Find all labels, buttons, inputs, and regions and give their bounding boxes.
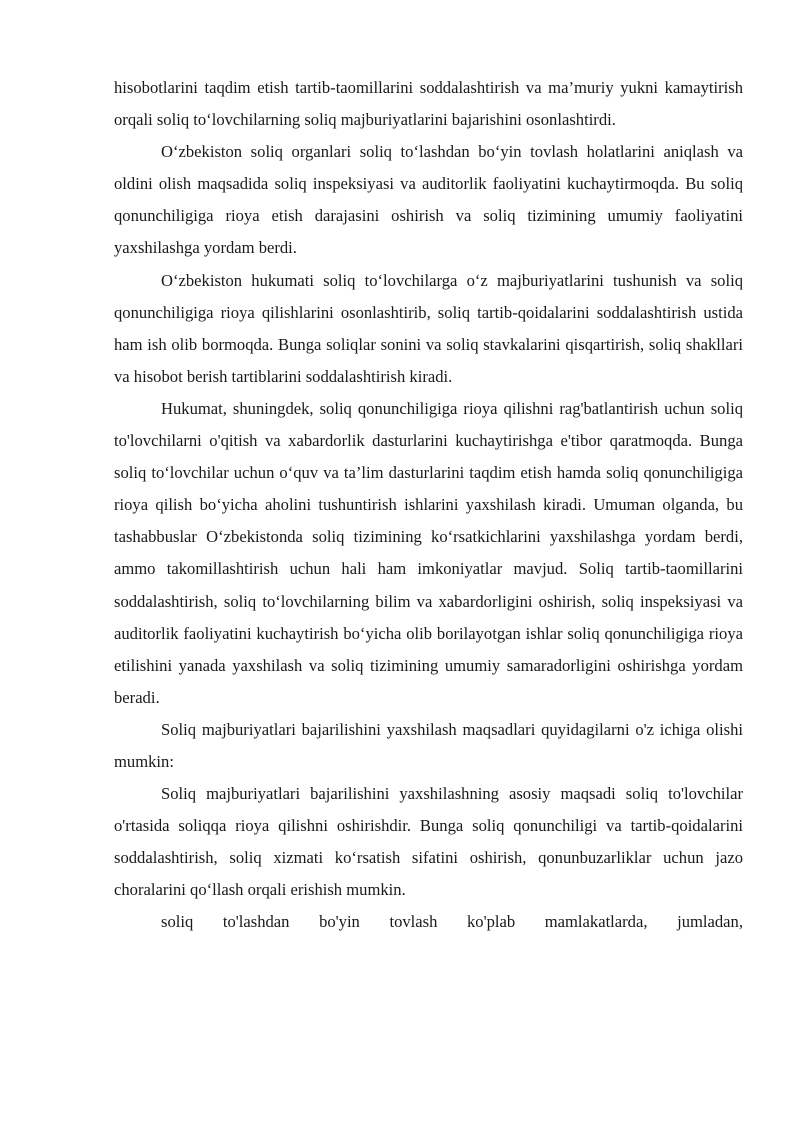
paragraph: O‘zbekiston hukumati soliq to‘lovchilarga o‘z majburiyatlarini tushunish va soliq qonunchiligiga rioya qilishlarini osonlashtirib, soliq tartib-qoidalarini soddalashtirish ustida ham ish olib bormoqda. Bunga soliqlar sonini va soliq stavkalarini qisqartirish, soliq shakllari va hisobot berish tartiblarini soddalashtirish kiradi. [114,270,743,386]
paragraph: O‘zbekiston soliq organlari soliq to‘lashdan bo‘yin tovlash holatlarini aniqlash va oldini olish maqsadida soliq inspeksiyasi va auditorlik faoliyatini kuchaytirmoqda. Bu soliq qonunchiligiga rioya etish darajasini oshirish va soliq tizimining umumiy faoliyatini yaxshilashga yordam berdi. [114,142,743,258]
paragraph: Soliq majburiyatlari bajarilishini yaxshilash maqsadlari quyidagilarni o'z ichiga olishi mumkin: [114,719,743,771]
paragraph-continued: hisobotlarini taqdim etish tartib-taomillarini soddalashtirish va ma’muriy yukni kamaytirish orqali soliq to‘lovchilarning soliq majburiyatlarini bajarishini osonlashtirdi. [114,78,743,130]
paragraph: Soliq majburiyatlari bajarilishini yaxshilashning asosiy maqsadi soliq to'lovchilar o'rtasida soliqqa rioya qilishni oshirishdir. Bunga soliq qonunchiligi va tartib-qoidalarini soddalashtirish, soliq xizmati ko‘rsatish sifatini oshirish, qonunbuzarliklar uchun jazo choralarini qo‘llash orqali erishish mumkin. [114,784,743,900]
paragraph-truncated: soliq to'lashdan bo'yin tovlash ko'plab mamlakatlarda, jumladan, [161,912,743,932]
paragraph: Hukumat, shuningdek, soliq qonunchiligiga rioya qilishni rag'batlantirish uchun soliq to'lovchilarni o'qitish va xabardorlik dasturlarini kuchaytirishga e'tibor qaratmoqda. Bunga soliq to‘lovchilar uchun o‘quv va ta’lim dasturlarini taqdim etish hamda soliq qonunchiligiga rioya qilish bo‘yicha aholini tushuntirish ishlarini yaxshilash kiradi. Umuman olganda, bu tashabbuslar O‘zbekistonda soliq tizimining ko‘rsatkichlarini yaxshilashga yordam berdi, ammo takomillashtirish uchun hali ham imkoniyatlar mavjud. Soliq tartib-taomillarini soddalashtirish, soliq to‘lovchilarning bilim va xabardorligini oshirish, soliq inspeksiyasi va auditorlik faoliyatini kuchaytirish bo‘yicha olib borilayotgan ishlar soliq qonunchiligiga rioya etilishini yanada yaxshilash va soliq tizimining umumiy samaradorligini oshirishga yordam beradi. [114,398,743,707]
